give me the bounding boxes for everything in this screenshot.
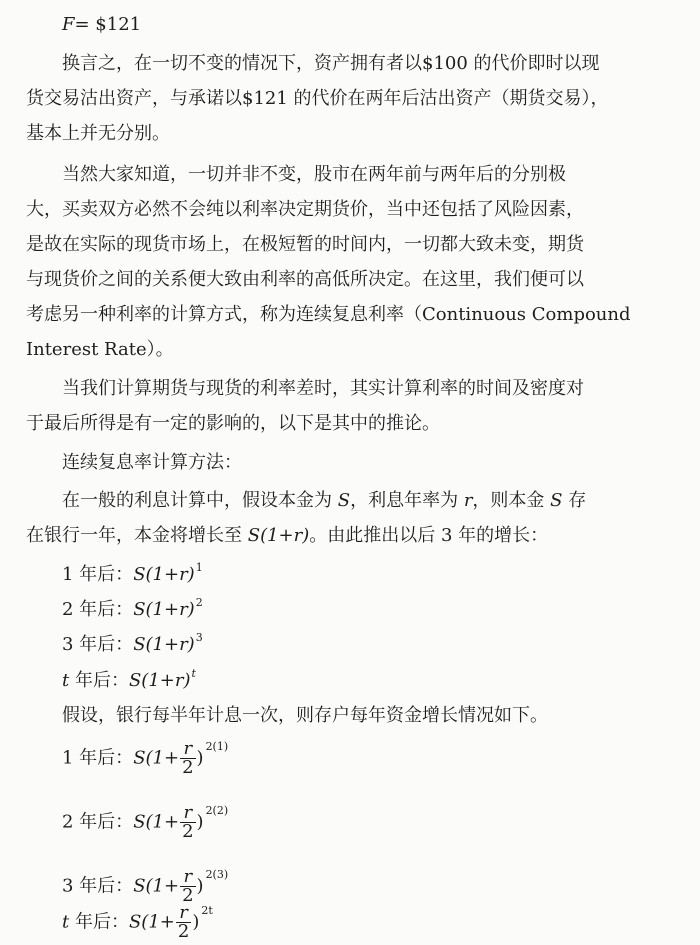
fraction-r-over-2: $\frac{r}{2}$ xyxy=(182,738,194,778)
para4-line1: 在一般的利息计算中，假设本金为 S，利息年率为 r，则本金 S 存 xyxy=(62,490,587,511)
para2-line1: 当然大家知道，一切并非不变，股市在两年前与两年后的分别极 xyxy=(62,164,566,185)
semiannual-intro: 假设，银行每半年计息一次，则存户每年资金增长情况如下。 xyxy=(62,705,548,726)
para3-line2: 于最后所得是有一定的影响的，以下是其中的推论。 xyxy=(26,413,440,434)
para2-line5: 考虑另一种利率的计算方式，称为连续复息利率（Continuous Compound xyxy=(26,304,631,325)
para3-line1: 当我们计算期货与现货的利率差时，其实计算利率的时间及密度对 xyxy=(62,378,584,399)
fraction-r-over-2: $\frac{r}{2}$ xyxy=(177,902,190,942)
para4-line2: 在银行一年，本金将增长至 S(1+r)。由此推出以后 3 年的增长： xyxy=(26,525,549,546)
annual-growth-year3: 3 年后：$S(1+r)^3$ xyxy=(62,631,203,655)
para2-line6: Interest Rate）。 xyxy=(26,339,174,360)
semiannual-growth-year1: 1 年后：S(1+ $\frac{r}{2}$ )$^{2(1)}$ xyxy=(62,738,229,778)
para2-line3: 是故在实际的现货市场上，在极短暂的时间内，一切都大致未变，期货 xyxy=(26,234,584,255)
formula-f-equals: F= $121 xyxy=(62,14,142,35)
para2-line4: 与现货价之间的关系便大致由利率的高低所决定。在这里，我们便可以 xyxy=(26,269,584,290)
semiannual-growth-year2: 2 年后：S(1+ $\frac{r}{2}$ )$^{2(2)}$ xyxy=(62,802,229,842)
para1-line3: 基本上并无分别。 xyxy=(26,123,170,144)
para1-line1: 换言之，在一切不变的情况下，资产拥有者以$100 的代价即时以现 xyxy=(62,53,600,74)
fraction-r-over-2: $\frac{r}{2}$ xyxy=(182,802,194,842)
para1-line2: 货交易沽出资产，与承诺以$121 的代价在两年后沽出资产（期货交易）， xyxy=(26,88,609,109)
semiannual-growth-year3: 3 年后：S(1+ $\frac{r}{2}$ )$^{2(3)}$ xyxy=(62,866,229,906)
fraction-r-over-2: $\frac{r}{2}$ xyxy=(182,866,194,906)
para2-line2: 大，买卖双方必然不会纯以利率决定期货价，当中还包括了风险因素， xyxy=(26,199,584,220)
annual-growth-year2: 2 年后：$S(1+r)^2$ xyxy=(62,596,203,620)
semiannual-growth-year-t: t 年后：S(1+ $\frac{r}{2}$ )$^{2t}$ xyxy=(62,902,213,942)
method-title: 连续复息率计算方法： xyxy=(62,452,242,473)
annual-growth-year1: 1 年后：$S(1+r)^1$ xyxy=(62,561,203,585)
annual-growth-year-t: t 年后：$S(1+r)^t$ xyxy=(62,667,196,691)
